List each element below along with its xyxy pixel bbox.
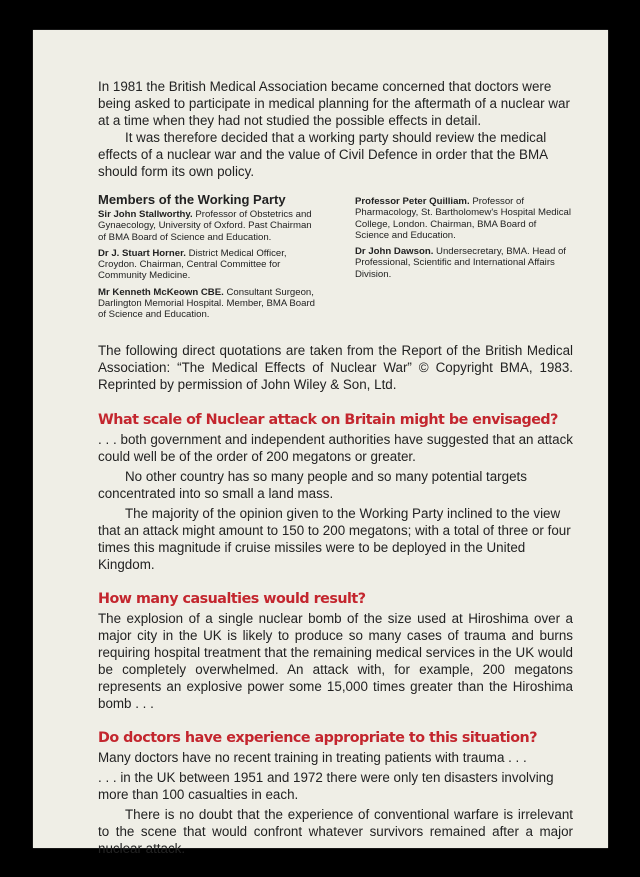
members-column-right xyxy=(355,196,573,326)
section-heading-doctor-experience: Do doctors have experience appropriate to this situation? xyxy=(98,729,537,746)
document-page xyxy=(33,30,608,856)
section-paragraph: The explosion of a single nuclear bomb of the size used at Hiroshima over a major city in the UK is likely to produce so many cases of trauma and burns requiring hospital treatment that the remaining medical services in the UK would be completely overwhelmed. An attack with, for example, 200 megatons represents an explosive power some 15,000 times greater than the Hiroshima bomb . . . xyxy=(98,610,573,711)
member-desc: District Medical Officer, Croydon. Chairman, Central Committee for Community Medicine. xyxy=(98,247,287,282)
intro-paragraph-2: It was therefore decided that a working party should review the medical effects of a nuclear war and the value of Civil Defence in order that the BMA should form its own policy. xyxy=(98,130,548,179)
page-content xyxy=(98,78,573,857)
members-heading: Members of the Working Party xyxy=(98,192,286,207)
member-name: Mr Kenneth McKeown CBE. xyxy=(98,286,224,298)
members-column-left xyxy=(98,209,316,326)
member-entry xyxy=(98,248,316,282)
section-paragraph: No other country has so many people and so many potential targets concentrated into so small a land mass. xyxy=(98,468,527,501)
section-paragraph: There is no doubt that the experience of conventional warfare is irrelevant to the scene that would confront whatever survivors remained after a major nuclear attack. xyxy=(98,806,573,856)
section-paragraph: . . . in the UK between 1951 and 1972 there were only ten disasters involving more than 100 casualties in each. xyxy=(98,769,554,802)
member-desc: Professor of Obstetrics and Gynaecology, University of Oxford. Past Chairman of BMA Board of Science and Education. xyxy=(98,209,312,243)
member-entry xyxy=(355,246,573,280)
section-heading-attack-scale: What scale of Nuclear attack on Britain might be envisaged? xyxy=(98,411,558,428)
quotation-source-note: The following direct quotations are taken from the Report of the British Medical Association: “The Medical Effects of Nuclear War” © Copyright BMA, 1983. Reprinted by permission of John Wiley & Son, Ltd. xyxy=(98,342,573,392)
member-name: Professor Peter Quilliam. xyxy=(355,196,470,207)
member-entry xyxy=(98,209,316,243)
intro-paragraph-1: In 1981 the British Medical Association became concerned that doctors were being asked to participate in medical planning for the aftermath of a nuclear war at a time when they had not studied the possible effects in detail. xyxy=(98,79,570,128)
member-name: Dr J. Stuart Horner. xyxy=(98,247,186,259)
section-paragraph: The majority of the opinion given to the Working Party inclined to the view that an attack might amount to 150 to 200 megatons; with a total of three or four times this magnitude if cruise missiles were to be deployed in the United Kingdom. xyxy=(98,505,571,572)
section-heading-casualties: How many casualties would result? xyxy=(98,590,366,607)
section-paragraph: . . . both government and independent authorities have suggested that an attack could well be of the order of 200 megatons or greater. xyxy=(98,431,573,464)
member-name: Sir John Stallworthy. xyxy=(98,209,193,220)
member-entry xyxy=(355,196,573,241)
member-desc: Undersecretary, BMA. Head of Professional, Scientific and International Affairs Division. xyxy=(355,246,566,280)
member-name: Dr John Dawson. xyxy=(355,246,434,258)
section-paragraph: Many doctors have no recent training in treating patients with trauma . . . xyxy=(98,749,527,765)
member-desc: Consultant Surgeon, Darlington Memorial Hospital. Member, BMA Board of Science and Education. xyxy=(98,286,316,321)
member-desc: Professor of Pharmacology, St. Bartholomew's Hospital Medical College, London. Chairman, BMA Board of Science and Education. xyxy=(355,196,572,241)
member-entry xyxy=(98,287,316,321)
